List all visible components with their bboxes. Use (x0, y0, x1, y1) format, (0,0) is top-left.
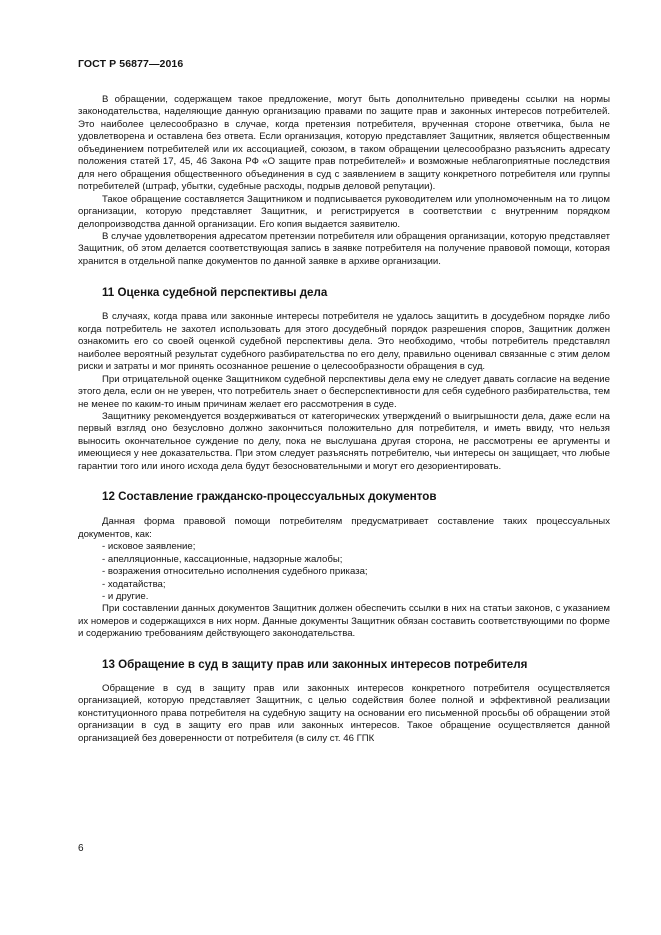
document-body (78, 94, 610, 745)
document-header: ГОСТ Р 56877—2016 (78, 58, 184, 70)
section-11-heading: 11 Оценка судебной перспективы дела (102, 286, 328, 300)
list-item: - и другие. (102, 590, 149, 602)
list-item: - возражения относительно исполнения судебного приказа; (102, 566, 368, 578)
paragraph: В обращении, содержащем такое предложение, могут быть дополнительно приведены ссылки на нормы законодательства, наделяющие данную организацию правами по защите прав и законных интересов потребителей. Это наиболее целесообразно в случае, когда претензия потребителя, врученная стороне ответчика, была не удовлетворена и оставлена без ответа. Если организация, которую представляет Защитник, является общественным объединением потребителей или их ассоциацией, союзом, в таком обращении целесообразно разъяснить адресату положения статей 17, 45, 46 Закона РФ «О защите прав потребителей» и возможные неблагоприятные последствия для него обращения общественного объединения в суд с заявлением в защиту конкретного потребителя или группы потребителей (штраф, убытки, судебные расходы, подрыв деловой репутации). (78, 94, 610, 193)
paragraph: Обращение в суд в защиту прав или законных интересов конкретного потребителя осуществляется организацией, которую представляет Защитник, с целью содействия более полной и эффективной реализации конституционного права потребителя на судебную защиту на основании его письменной просьбы об обращении этой организации в суд в защиту его прав или законных интересов. Такое обращение осуществляется данной организацией без доверенности от потребителя (в силу ст. 46 ГПК (78, 682, 610, 744)
section-13-heading: 13 Обращение в суд в защиту прав или законных интересов потребителя (102, 657, 528, 671)
list-item: - ходатайства; (102, 578, 166, 590)
paragraph: Данная форма правовой помощи потребителям предусматривает составление таких процессуальных документов, как: (78, 516, 610, 540)
list-item: - апелляционные, кассационные, надзорные жалобы; (102, 553, 343, 565)
list-item: - исковое заявление; (102, 541, 196, 553)
page-number: 6 (78, 843, 84, 854)
paragraph: В случае удовлетворения адресатом претензии потребителя или обращения организации, которую представляет Защитник, об этом делается соответствующая запись в заявке потребителя на получение правовой помощи, которая хранится в отдельной папке документов по данной заявке в архиве организации. (78, 230, 610, 267)
document-types-list (78, 541, 610, 603)
paragraph: В случаях, когда права или законные интересы потребителя не удалось защитить в досудебном порядке либо когда потребитель не захотел использовать для этого досудебный порядок разрешения споров, Защитник должен ознакомить его со своей оценкой судебной перспективы дела. Это необходимо, чтобы потребитель представлял наиболее вероятный результат судебного разбирательства по его делу, правильно оценивал связанные с этим делом риски и затраты и мог принять осознанное решение о целесообразности обращения в суд. (78, 311, 610, 373)
paragraph: Защитнику рекомендуется воздерживаться от категорических утверждений о выигрышности дела, даже если на первый взгляд оно безусловно должно закончиться положительно для потребителя, и иметь ввиду, что нельзя выносить окончательное суждение по делу, пока не выслушана другая сторона, не рассмотрены ее аргументы и имеющиеся у нее доказательства. При этом следует разъяснять потребителю, чьи интересы он защищает, что любые гарантии того или иного исхода дела будут безосновательными и могут его дезориентировать. (78, 410, 610, 472)
paragraph: При отрицательной оценке Защитником судебной перспективы дела ему не следует давать согласие на ведение этого дела, если он не уверен, что потребитель знает о бесперспективности для себя судебного разбирательства, тем не менее по каким-то иным причинам желает его рассмотрения в суде. (78, 373, 610, 410)
paragraph: Такое обращение составляется Защитником и подписывается руководителем или уполномоченным на то лицом организации, которую представляет Защитник, и регистрируется в соответствии с внутренним порядком делопроизводства данной организации. Его копия выдается заявителю. (78, 193, 610, 230)
section-12-heading: 12 Составление гражданско-процессуальных документов (102, 490, 437, 504)
paragraph: При составлении данных документов Защитник должен обеспечить ссылки в них на статьи законов, с указанием их номеров и содержащихся в них норм. Данные документы Защитник обязан составить соответствующими по форме и содержанию требованиям действующего законодательства. (78, 603, 610, 640)
